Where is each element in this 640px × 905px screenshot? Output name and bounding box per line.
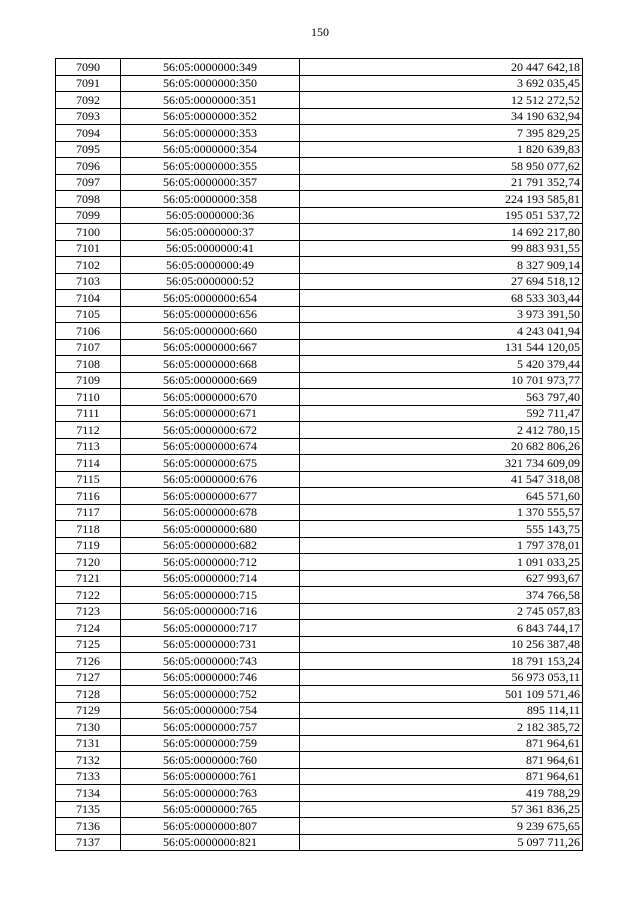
row-number-cell: 7132 bbox=[56, 752, 121, 769]
table-row bbox=[56, 620, 583, 637]
cadastral-number-cell: 56:05:0000000:349 bbox=[121, 59, 300, 76]
cadastral-number-cell: 56:05:0000000:354 bbox=[121, 141, 300, 158]
table-row bbox=[56, 702, 583, 719]
table-row bbox=[56, 323, 583, 340]
row-number-cell: 7122 bbox=[56, 587, 121, 604]
row-number-cell: 7129 bbox=[56, 702, 121, 719]
cadastral-number-cell: 56:05:0000000:763 bbox=[121, 785, 300, 802]
value-cell: 58 950 077,62 bbox=[300, 158, 583, 175]
row-number-cell: 7137 bbox=[56, 834, 121, 851]
row-number-cell: 7124 bbox=[56, 620, 121, 637]
cadastral-number-cell: 56:05:0000000:765 bbox=[121, 801, 300, 818]
row-number-cell: 7115 bbox=[56, 471, 121, 488]
table-row bbox=[56, 438, 583, 455]
cadastral-number-cell: 56:05:0000000:52 bbox=[121, 273, 300, 290]
cadastral-number-cell: 56:05:0000000:717 bbox=[121, 620, 300, 637]
row-number-cell: 7103 bbox=[56, 273, 121, 290]
value-cell: 3 973 391,50 bbox=[300, 306, 583, 323]
value-cell: 895 114,11 bbox=[300, 702, 583, 719]
cadastral-number-cell: 56:05:0000000:49 bbox=[121, 257, 300, 274]
cadastral-number-cell: 56:05:0000000:680 bbox=[121, 521, 300, 538]
value-cell: 57 361 836,25 bbox=[300, 801, 583, 818]
row-number-cell: 7131 bbox=[56, 735, 121, 752]
row-number-cell: 7104 bbox=[56, 290, 121, 307]
row-number-cell: 7096 bbox=[56, 158, 121, 175]
value-cell: 3 692 035,45 bbox=[300, 75, 583, 92]
row-number-cell: 7092 bbox=[56, 92, 121, 109]
cadastral-number-cell: 56:05:0000000:357 bbox=[121, 174, 300, 191]
row-number-cell: 7111 bbox=[56, 405, 121, 422]
cadastral-number-cell: 56:05:0000000:37 bbox=[121, 224, 300, 241]
row-number-cell: 7091 bbox=[56, 75, 121, 92]
table-row bbox=[56, 75, 583, 92]
row-number-cell: 7135 bbox=[56, 801, 121, 818]
table-row bbox=[56, 306, 583, 323]
value-cell: 321 734 609,09 bbox=[300, 455, 583, 472]
value-cell: 1 370 555,57 bbox=[300, 504, 583, 521]
table-row bbox=[56, 59, 583, 76]
row-number-cell: 7119 bbox=[56, 537, 121, 554]
value-cell: 555 143,75 bbox=[300, 521, 583, 538]
cadastral-number-cell: 56:05:0000000:757 bbox=[121, 719, 300, 736]
value-cell: 10 701 973,77 bbox=[300, 372, 583, 389]
value-cell: 8 327 909,14 bbox=[300, 257, 583, 274]
table-row bbox=[56, 290, 583, 307]
value-cell: 592 711,47 bbox=[300, 405, 583, 422]
row-number-cell: 7114 bbox=[56, 455, 121, 472]
table-row bbox=[56, 92, 583, 109]
value-cell: 563 797,40 bbox=[300, 389, 583, 406]
row-number-cell: 7133 bbox=[56, 768, 121, 785]
value-cell: 4 243 041,94 bbox=[300, 323, 583, 340]
cadastral-number-cell: 56:05:0000000:715 bbox=[121, 587, 300, 604]
table-row bbox=[56, 719, 583, 736]
value-cell: 2 745 057,83 bbox=[300, 603, 583, 620]
table-row bbox=[56, 389, 583, 406]
cadastral-number-cell: 56:05:0000000:760 bbox=[121, 752, 300, 769]
cadastral-number-cell: 56:05:0000000:743 bbox=[121, 653, 300, 670]
row-number-cell: 7113 bbox=[56, 438, 121, 455]
value-cell: 871 964,61 bbox=[300, 735, 583, 752]
cadastral-number-cell: 56:05:0000000:355 bbox=[121, 158, 300, 175]
value-cell: 20 682 806,26 bbox=[300, 438, 583, 455]
table-row bbox=[56, 801, 583, 818]
row-number-cell: 7099 bbox=[56, 207, 121, 224]
row-number-cell: 7112 bbox=[56, 422, 121, 439]
table-row bbox=[56, 191, 583, 208]
value-cell: 871 964,61 bbox=[300, 752, 583, 769]
value-cell: 34 190 632,94 bbox=[300, 108, 583, 125]
table-row bbox=[56, 108, 583, 125]
row-number-cell: 7108 bbox=[56, 356, 121, 373]
row-number-cell: 7121 bbox=[56, 570, 121, 587]
value-cell: 1 797 378,01 bbox=[300, 537, 583, 554]
row-number-cell: 7117 bbox=[56, 504, 121, 521]
cadastral-number-cell: 56:05:0000000:714 bbox=[121, 570, 300, 587]
table-row bbox=[56, 125, 583, 142]
row-number-cell: 7101 bbox=[56, 240, 121, 257]
cadastral-number-cell: 56:05:0000000:670 bbox=[121, 389, 300, 406]
value-cell: 224 193 585,81 bbox=[300, 191, 583, 208]
table-row bbox=[56, 785, 583, 802]
table-row bbox=[56, 455, 583, 472]
value-cell: 195 051 537,72 bbox=[300, 207, 583, 224]
table-row bbox=[56, 570, 583, 587]
row-number-cell: 7105 bbox=[56, 306, 121, 323]
row-number-cell: 7110 bbox=[56, 389, 121, 406]
row-number-cell: 7093 bbox=[56, 108, 121, 125]
cadastral-number-cell: 56:05:0000000:759 bbox=[121, 735, 300, 752]
table-row bbox=[56, 207, 583, 224]
table-row bbox=[56, 735, 583, 752]
table-row bbox=[56, 471, 583, 488]
cadastral-number-cell: 56:05:0000000:671 bbox=[121, 405, 300, 422]
value-cell: 7 395 829,25 bbox=[300, 125, 583, 142]
row-number-cell: 7118 bbox=[56, 521, 121, 538]
cadastral-number-cell: 56:05:0000000:675 bbox=[121, 455, 300, 472]
cadastral-number-cell: 56:05:0000000:807 bbox=[121, 818, 300, 835]
value-cell: 5 097 711,26 bbox=[300, 834, 583, 851]
value-cell: 2 412 780,15 bbox=[300, 422, 583, 439]
row-number-cell: 7130 bbox=[56, 719, 121, 736]
cadastral-number-cell: 56:05:0000000:352 bbox=[121, 108, 300, 125]
table-row bbox=[56, 653, 583, 670]
table-row bbox=[56, 504, 583, 521]
table-row bbox=[56, 224, 583, 241]
value-cell: 10 256 387,48 bbox=[300, 636, 583, 653]
cadastral-number-cell: 56:05:0000000:358 bbox=[121, 191, 300, 208]
cadastral-number-cell: 56:05:0000000:761 bbox=[121, 768, 300, 785]
table-row bbox=[56, 537, 583, 554]
row-number-cell: 7095 bbox=[56, 141, 121, 158]
row-number-cell: 7100 bbox=[56, 224, 121, 241]
cadastral-number-cell: 56:05:0000000:682 bbox=[121, 537, 300, 554]
cadastral-number-cell: 56:05:0000000:41 bbox=[121, 240, 300, 257]
value-cell: 419 788,29 bbox=[300, 785, 583, 802]
row-number-cell: 7123 bbox=[56, 603, 121, 620]
cadastral-number-cell: 56:05:0000000:656 bbox=[121, 306, 300, 323]
cadastral-number-cell: 56:05:0000000:712 bbox=[121, 554, 300, 571]
row-number-cell: 7126 bbox=[56, 653, 121, 670]
value-cell: 9 239 675,65 bbox=[300, 818, 583, 835]
row-number-cell: 7128 bbox=[56, 686, 121, 703]
cadastral-number-cell: 56:05:0000000:746 bbox=[121, 669, 300, 686]
table-row bbox=[56, 372, 583, 389]
value-cell: 99 883 931,55 bbox=[300, 240, 583, 257]
row-number-cell: 7107 bbox=[56, 339, 121, 356]
table-row bbox=[56, 339, 583, 356]
value-cell: 501 109 571,46 bbox=[300, 686, 583, 703]
value-cell: 374 766,58 bbox=[300, 587, 583, 604]
cadastral-number-cell: 56:05:0000000:754 bbox=[121, 702, 300, 719]
value-cell: 12 512 272,52 bbox=[300, 92, 583, 109]
table-row bbox=[56, 636, 583, 653]
cadastral-number-cell: 56:05:0000000:731 bbox=[121, 636, 300, 653]
value-cell: 27 694 518,12 bbox=[300, 273, 583, 290]
row-number-cell: 7109 bbox=[56, 372, 121, 389]
table-row bbox=[56, 422, 583, 439]
cadastral-number-cell: 56:05:0000000:350 bbox=[121, 75, 300, 92]
table-row bbox=[56, 158, 583, 175]
cadastral-number-cell: 56:05:0000000:667 bbox=[121, 339, 300, 356]
cadastral-number-cell: 56:05:0000000:660 bbox=[121, 323, 300, 340]
table-row bbox=[56, 752, 583, 769]
table-row bbox=[56, 587, 583, 604]
value-cell: 871 964,61 bbox=[300, 768, 583, 785]
cadastral-number-cell: 56:05:0000000:678 bbox=[121, 504, 300, 521]
value-cell: 627 993,67 bbox=[300, 570, 583, 587]
cadastral-number-cell: 56:05:0000000:752 bbox=[121, 686, 300, 703]
table-row bbox=[56, 257, 583, 274]
table-row bbox=[56, 174, 583, 191]
table-row bbox=[56, 240, 583, 257]
table-row bbox=[56, 273, 583, 290]
value-cell: 1 820 639,83 bbox=[300, 141, 583, 158]
cadastral-number-cell: 56:05:0000000:672 bbox=[121, 422, 300, 439]
row-number-cell: 7125 bbox=[56, 636, 121, 653]
value-cell: 41 547 318,08 bbox=[300, 471, 583, 488]
table-row bbox=[56, 768, 583, 785]
row-number-cell: 7102 bbox=[56, 257, 121, 274]
table-row bbox=[56, 669, 583, 686]
table-row bbox=[56, 554, 583, 571]
value-cell: 68 533 303,44 bbox=[300, 290, 583, 307]
table-row bbox=[56, 818, 583, 835]
value-cell: 21 791 352,74 bbox=[300, 174, 583, 191]
cadastral-number-cell: 56:05:0000000:674 bbox=[121, 438, 300, 455]
value-cell: 14 692 217,80 bbox=[300, 224, 583, 241]
value-cell: 2 182 385,72 bbox=[300, 719, 583, 736]
table-row bbox=[56, 141, 583, 158]
cadastral-number-cell: 56:05:0000000:676 bbox=[121, 471, 300, 488]
row-number-cell: 7120 bbox=[56, 554, 121, 571]
value-cell: 6 843 744,17 bbox=[300, 620, 583, 637]
table-row bbox=[56, 356, 583, 373]
cadastral-number-cell: 56:05:0000000:716 bbox=[121, 603, 300, 620]
cadastral-number-cell: 56:05:0000000:669 bbox=[121, 372, 300, 389]
value-cell: 18 791 153,24 bbox=[300, 653, 583, 670]
row-number-cell: 7116 bbox=[56, 488, 121, 505]
row-number-cell: 7106 bbox=[56, 323, 121, 340]
table-row bbox=[56, 686, 583, 703]
cadastral-number-cell: 56:05:0000000:36 bbox=[121, 207, 300, 224]
value-cell: 645 571,60 bbox=[300, 488, 583, 505]
table-row bbox=[56, 521, 583, 538]
cadastral-value-table bbox=[55, 58, 583, 851]
value-cell: 56 973 053,11 bbox=[300, 669, 583, 686]
row-number-cell: 7097 bbox=[56, 174, 121, 191]
cadastral-number-cell: 56:05:0000000:668 bbox=[121, 356, 300, 373]
row-number-cell: 7127 bbox=[56, 669, 121, 686]
value-cell: 1 091 033,25 bbox=[300, 554, 583, 571]
row-number-cell: 7094 bbox=[56, 125, 121, 142]
table-row bbox=[56, 488, 583, 505]
value-cell: 131 544 120,05 bbox=[300, 339, 583, 356]
page-number: 150 bbox=[311, 25, 329, 39]
cadastral-number-cell: 56:05:0000000:677 bbox=[121, 488, 300, 505]
value-cell: 5 420 379,44 bbox=[300, 356, 583, 373]
row-number-cell: 7136 bbox=[56, 818, 121, 835]
cadastral-number-cell: 56:05:0000000:654 bbox=[121, 290, 300, 307]
row-number-cell: 7098 bbox=[56, 191, 121, 208]
row-number-cell: 7090 bbox=[56, 59, 121, 76]
cadastral-number-cell: 56:05:0000000:353 bbox=[121, 125, 300, 142]
table-row bbox=[56, 603, 583, 620]
cadastral-number-cell: 56:05:0000000:351 bbox=[121, 92, 300, 109]
row-number-cell: 7134 bbox=[56, 785, 121, 802]
table-row bbox=[56, 834, 583, 851]
cadastral-number-cell: 56:05:0000000:821 bbox=[121, 834, 300, 851]
value-cell: 20 447 642,18 bbox=[300, 59, 583, 76]
table-row bbox=[56, 405, 583, 422]
